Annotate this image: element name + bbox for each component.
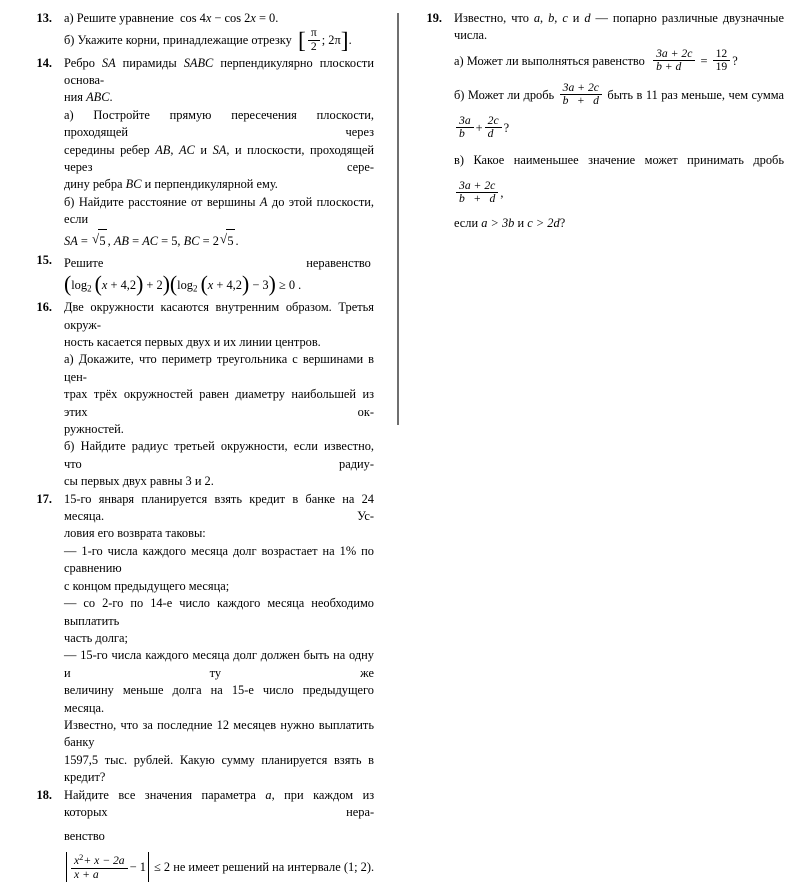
problem-14-number: 14. (36, 55, 52, 70)
problem-14-body (52, 55, 374, 252)
problem-19-part-v-line1: в) Какое наименьшее значение может принимать дробь $\frac{3a + 2c}{b + d}$ , (454, 152, 784, 206)
pyramid-sabc-label: SABC (183, 55, 214, 70)
problem-17-body (52, 491, 374, 787)
problem-16-part-a-line3: ружностей. (64, 422, 124, 437)
problem-19-part-v-fraction: $\frac{3a + 2c}{b + d}$ (456, 180, 498, 206)
problem-18-number: 18. (36, 787, 52, 802)
problem-19-body (442, 10, 784, 236)
problem-19-part-a-equation: $\frac{3a + 2c}{b + d}$ = $\frac{12}{19}$ ? (651, 54, 738, 68)
problem-19-number: 19. (426, 11, 442, 25)
problem-13-part-b-text: Укажите корни, принадлежащие отрезку (77, 33, 292, 48)
problem-13-part-a (64, 10, 374, 27)
problem-17-line1: 15-го января планируется взять кредит в банке на 24 месяца. Ус- (64, 491, 374, 524)
problem-15 (22, 252, 374, 299)
problem-17-number: 17. (36, 491, 52, 506)
problem-16-part-a-line1: а) Докажите, что периметр треугольника с вершинами в цен- (64, 352, 375, 384)
problem-19-line1: Известно, что a, b, c и d — попарно различные двузначные числа. (454, 11, 784, 43)
problem-17-dash1-line1: — 1-го числа каждого месяца долг возрастает на 1% по сравнению (64, 543, 374, 576)
problem-17-dash3-line1: — 15-го числа каждого месяца долг должен быть на одну и ту же (64, 648, 374, 680)
problem-13-interval: [ $\frac{\pi}{2}$ ; 2π]. (298, 26, 352, 54)
problem-18-body (52, 787, 374, 884)
problem-19-part-a: а) Может ли выполняться равенство $\frac{3a + 2c}{b + d}$ = $\frac{12}{19}$ ? (454, 46, 738, 74)
edge-sa-label: SA (101, 55, 116, 70)
problem-15-inequality: ($\log_2$ $(x + 4,2) + 2)(\log_2$ (x + 4,2) − 3) ≥ 0 . (64, 272, 302, 297)
problem-17-line2: ловия его возврата таковы: (64, 526, 206, 541)
base-abc-label: ABC (86, 90, 110, 105)
problem-13-equation: cos 4x − cos 2x = 0. (180, 11, 279, 25)
problem-16-part-a-line2: трах трёх окружностей равен диаметру наибольшей из этих ок- (64, 387, 374, 419)
problem-17-dash1-line2: с концом предыдущего месяца; (64, 578, 230, 593)
problem-17-dash2-line2: часть долга; (64, 630, 128, 645)
problem-19-part-b-line1: б) Может ли дробь $\frac{3a + 2c}{b + d}$ быть в 11 раз меньше, чем сумма (454, 80, 784, 108)
problem-16-line1: Две окружности касаются внутренним образом. Третья окруж- (64, 300, 374, 332)
problem-14-intro-line2: ния ABC. (64, 90, 113, 105)
problem-19 (412, 10, 784, 236)
problem-14 (22, 55, 374, 252)
problem-19-part-b-line2: $\frac{3a}{b}$ + $\frac{2c}{d}$ ? (454, 112, 784, 144)
problem-18-line2: венство $\frac{x^2+ x - 2a}{x + a}$ − 1 ≤ 2 не имеет решений на интервале (1; 2). (64, 829, 375, 881)
problem-13-body (52, 10, 374, 55)
problem-16-line2: ность касается первых двух и их линии центров. (64, 335, 321, 349)
problem-16-number: 16. (36, 300, 52, 315)
problem-18-line1: Найдите все значения параметра a, при каждом из которых нера- (64, 787, 375, 819)
problem-16-body (52, 299, 374, 490)
problem-18 (22, 787, 374, 884)
problem-13-part-b (64, 27, 374, 54)
problem-13-part-a-label: а) (64, 11, 74, 25)
problem-16-part-b-line2: сы первых двух равны 3 и 2. (64, 474, 214, 489)
problem-16-part-b-line1: б) Найдите радиус третьей окружности, если известно, что радиу- (64, 439, 374, 471)
problem-16 (22, 299, 374, 490)
problem-14-part-a-line1: а) Постройте прямую пересечения плоскости, проходящей через (64, 107, 374, 140)
problem-14-part-b-line2: SA = √ 5 , AB = AC = 5, BC = 2 √ 5 . (64, 229, 374, 252)
problem-13-part-a-text: Решите уравнение (76, 11, 174, 25)
problem-14-part-a-line2: середины ребер AB, AC и SA, и плоскости, проходящей через сере- (64, 142, 374, 175)
problem-19-part-b-fraction: $\frac{3a + 2c}{b + d}$ (560, 82, 602, 108)
problem-18-inequality: $\frac{x^2+ x - 2a}{x + a}$ − 1 ≤ 2 не имеет решений на интервале (1; 2). (64, 860, 374, 874)
problem-17-line4: 1597,5 тыс. рублей. Какую сумму планируется взять в кредит? (64, 752, 374, 785)
problem-15-line: Решите неравенство ($\log_2$ $(x + 4,2) + 2)(\log_2$ (x + 4,2) − 3) ≥ 0 . (64, 255, 371, 297)
problem-17 (22, 491, 374, 787)
problem-13 (22, 10, 374, 55)
problem-17-dash2-line1: — со 2-го по 14-е число каждого месяца необходимо выплатить (64, 596, 374, 628)
left-column (22, 10, 374, 884)
problem-14-part-b-line1: б) Найдите расстояние от вершины A до этой плоскости, если (64, 194, 374, 227)
problem-13-number: 13. (36, 11, 52, 25)
problem-17-line3: Известно, что за последние 12 месяцев нужно выплатить банку (64, 717, 374, 750)
problem-15-number: 15. (36, 252, 52, 267)
problem-19-part-v-line2: если a > 3b и c > 2d? (454, 215, 566, 230)
problem-14-intro-line1: Ребро SA пирамиды SABC перпендикулярно плоскости основа- (64, 55, 374, 88)
column-divider (397, 13, 399, 425)
right-column (412, 10, 784, 236)
problem-13-part-b-label: б) (64, 33, 75, 48)
problem-15-body (52, 252, 374, 299)
problem-17-dash3-line2: величину меньше долга на 15-е число предыдущего месяца. (64, 683, 374, 715)
problem-14-part-a-line3: дину ребра BC и перпендикулярной ему. (64, 177, 278, 192)
